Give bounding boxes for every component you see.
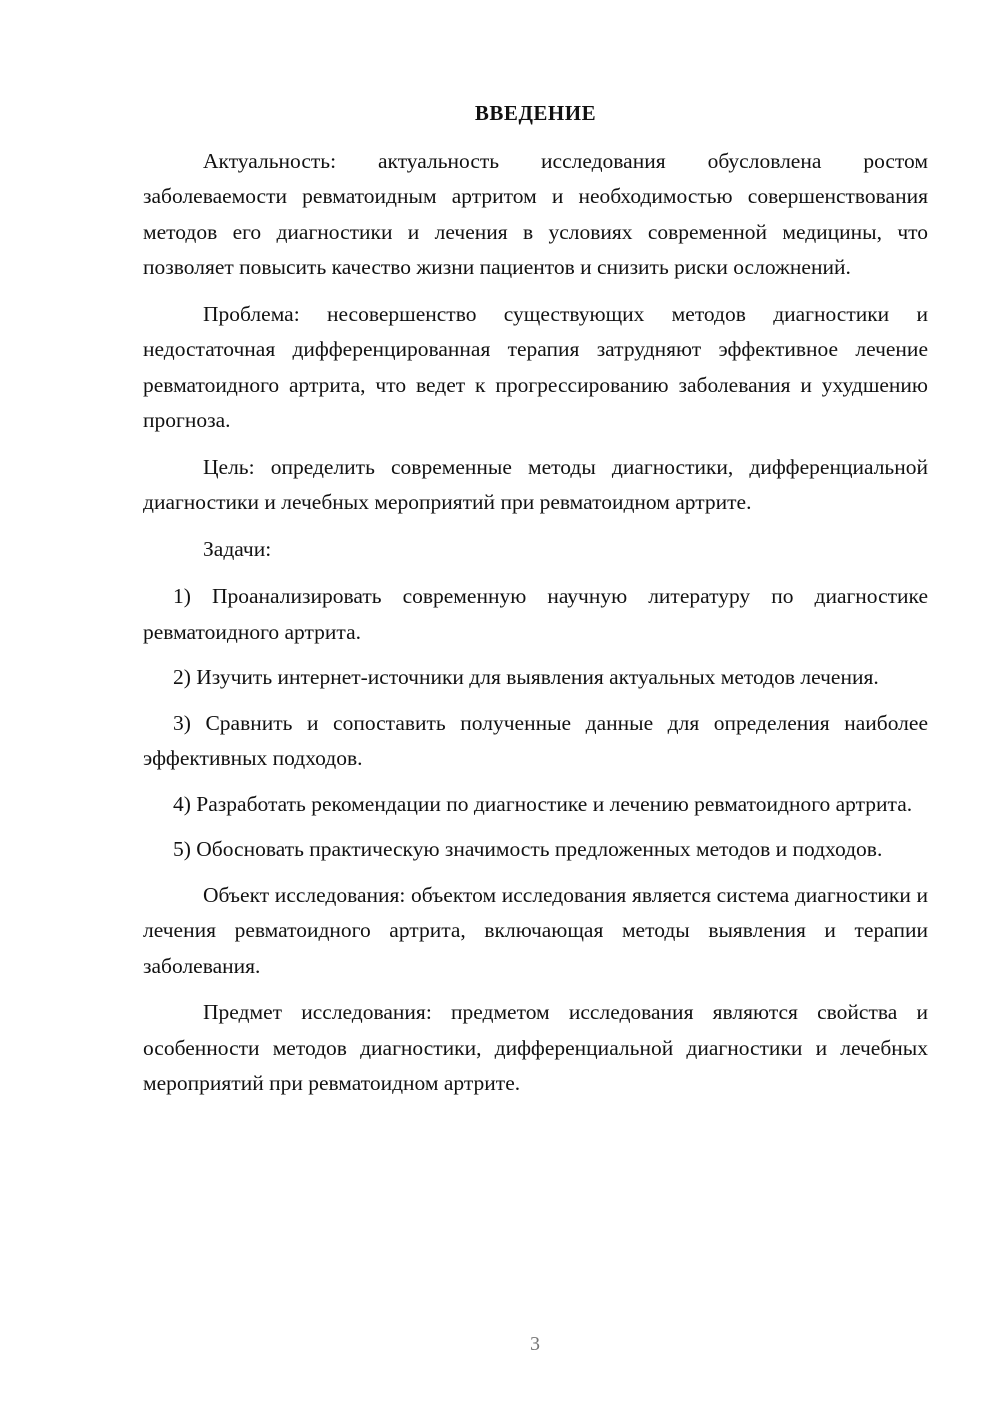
- task-item: 2) Изучить интернет-источники для выявления актуальных методов лечения.: [173, 665, 879, 689]
- subject-paragraph: Предмет исследования: предметом исследования являются свойства и особенности методов диагностики, дифференциальной диагностики и лечебных мероприятий при ревматоидном артрите.: [143, 1000, 928, 1095]
- task-item: 5) Обосновать практическую значимость предложенных методов и подходов.: [173, 837, 883, 861]
- page-number: 3: [530, 1333, 540, 1355]
- goal-paragraph: Цель: определить современные методы диагностики, дифференциальной диагностики и лечебных мероприятий при ревматоидном артрите.: [143, 454, 928, 514]
- tasks-list: [143, 579, 928, 868]
- page-content: [143, 96, 928, 1113]
- task-item: 3) Сравнить и сопоставить полученные данные для определения наиболее эффективных подходов.: [143, 710, 928, 770]
- relevance-paragraph: Актуальность: актуальность исследования обусловлена ростом заболеваемости ревматоидным артритом и необходимостью совершенствования методов его диагностики и лечения в условиях современной медицины, что позволяет повысить качество жизни пациентов и снизить риски осложнений.: [143, 148, 928, 279]
- object-paragraph: Объект исследования: объектом исследования является система диагностики и лечения ревматоидного артрита, включающая методы выявления и терапии заболевания.: [143, 882, 928, 978]
- section-heading: ВВЕДЕНИЕ: [474, 101, 597, 125]
- problem-paragraph: Проблема: несовершенство существующих методов диагностики и недостаточная дифференцированная терапия затрудняют эффективное лечение ревматоидного артрита, что ведет к прогрессированию заболевания и ухудшению прогноза.: [143, 301, 928, 432]
- tasks-label: Задачи:: [203, 536, 272, 561]
- task-item: 4) Разработать рекомендации по диагностике и лечению ревматоидного артрита.: [173, 791, 913, 816]
- task-item: 1) Проанализировать современную научную литературу по диагностике ревматоидного артрита.: [143, 584, 928, 644]
